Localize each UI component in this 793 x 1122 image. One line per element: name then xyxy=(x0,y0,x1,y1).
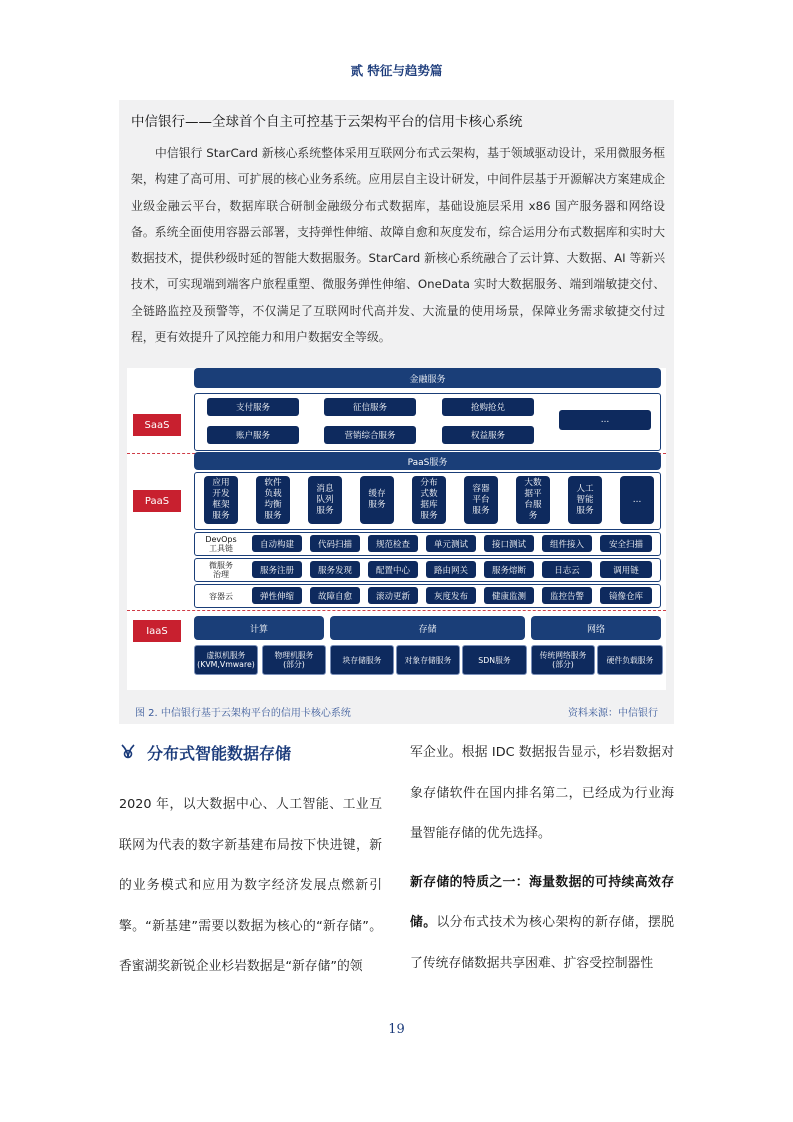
saas-service: 账户服务 xyxy=(207,426,299,444)
container-item: 监控告警 xyxy=(542,587,592,604)
case-study-body: 中信银行 StarCard 新核心系统整体采用互联网分布式云架构，基于领域驱动设计，采用微服务框架，构建了高可用、可扩展的核心业务系统。应用层自主设计研发，中间件层基于开源解决方案建成企业级金融云平台，数据库联合研制金融级分布式数据库，基础设施层采用 x86 国产服务器和网络设备。系统全面使用容器云部署，支持弹性伸缩、故障自愈和灰度发布，综合运用分布式数据库和实时大数据技术，提供秒级时延的智能大数据服务。StarCard 新核心系统融合了云计算、大数据、AI 等新兴技术，可实现端到端客户旅程重塑、微服务弹性伸缩、OneData 实时大数据服务、端到端敏捷交付、全链路监控及预警等，不仅满足了互联网时代高并发、大流量的使用场景，保障业务需求敏捷交付过程，更有效提升了风控能力和用户数据安全等级。 xyxy=(131,146,665,345)
leaf-icon xyxy=(119,742,137,764)
emphasis-heading: 新存储的特质之一：海量数据的可持续高效存储。 xyxy=(410,874,674,930)
right-paragraph-2-text: 以分布式技术为核心架构的新存储，摆脱了传统存储数据共享困难、扩容受控制器性 xyxy=(410,915,675,971)
container-item: 镜像仓库 xyxy=(600,587,652,604)
right-paragraph-2 xyxy=(410,863,674,985)
figure-caption: 图 2. 中信银行基于云架构平台的信用卡核心系统 xyxy=(135,708,351,719)
saas-service: 支付服务 xyxy=(207,398,299,416)
right-paragraph-1: 军企业。根据 IDC 数据报告显示，杉岩数据对象存储软件在国内排名第二，已经成为行业海量智能存储的优先选择。 xyxy=(410,745,674,841)
network-header: 网络 xyxy=(531,616,661,640)
devops-item: 接口测试 xyxy=(484,535,534,552)
paas-service-tile: 人工 智能 服务 xyxy=(568,476,602,524)
compute-header: 计算 xyxy=(194,616,324,640)
body-text-right xyxy=(410,733,674,984)
level-label-iaas: IaaS xyxy=(133,620,181,642)
architecture-diagram xyxy=(127,368,666,690)
saas-service: 权益服务 xyxy=(442,426,534,444)
iaas-service: 块存储服务 xyxy=(330,645,394,675)
saas-service: 抢购抢兑 xyxy=(442,398,534,416)
devops-item: 代码扫描 xyxy=(310,535,360,552)
paas-service-tile: 应用 开发 框架 服务 xyxy=(204,476,238,524)
saas-service: 征信服务 xyxy=(324,398,416,416)
section-title: 分布式智能数据存储 xyxy=(147,744,292,763)
more-indicator: … xyxy=(620,476,654,524)
body-text-left: 2020 年，以大数据中心、人工智能、工业互联网为代表的数字新基建布局按下快进键，新的业务模式和应用为数字经济发展点燃新引擎。“新基建”需要以数据为核心的“新存储”。香蜜湖奖新锐企业杉岩数据是“新存储”的领 xyxy=(119,797,382,974)
case-study-title: 中信银行——全球首个自主可控基于云架构平台的信用卡核心系统 xyxy=(131,114,523,130)
microservice-item: 路由网关 xyxy=(426,561,476,578)
row-label: 微服务 治理 xyxy=(209,561,233,579)
iaas-service: 传统网络服务 (部分) xyxy=(531,645,595,675)
devops-item: 组件接入 xyxy=(542,535,592,552)
devops-item: 规范检查 xyxy=(368,535,418,552)
saas-service: 营销综合服务 xyxy=(324,426,416,444)
devops-item: 安全扫描 xyxy=(600,535,652,552)
iaas-service: 硬件负载服务 xyxy=(597,645,663,675)
iaas-service: 对象存储服务 xyxy=(396,645,460,675)
row-label: 容器云 xyxy=(209,591,233,601)
case-study-box xyxy=(119,100,674,724)
level-label-saas: SaaS xyxy=(133,414,181,436)
microservice-item: 配置中心 xyxy=(368,561,418,578)
page-number: 19 xyxy=(388,1022,405,1037)
paas-service-tile: 软件 负载 均衡 服务 xyxy=(256,476,290,524)
microservice-item: 服务注册 xyxy=(252,561,302,578)
paas-service-tile: 消息 队列 服务 xyxy=(308,476,342,524)
container-item: 滚动更新 xyxy=(368,587,418,604)
level-label-paas: PaaS xyxy=(133,490,181,512)
financial-services-header: 金融服务 xyxy=(194,368,661,388)
container-item: 健康监测 xyxy=(484,587,534,604)
devops-item: 自动构建 xyxy=(252,535,302,552)
paas-service-tile: 缓存 服务 xyxy=(360,476,394,524)
paas-service-tile: 容器 平台 服务 xyxy=(464,476,498,524)
iaas-service: 虚拟机服务 (KVM,Vmware) xyxy=(194,645,258,675)
iaas-service: SDN服务 xyxy=(462,645,527,675)
microservice-item: 日志云 xyxy=(542,561,592,578)
devops-item: 单元测试 xyxy=(426,535,476,552)
container-item: 灰度发布 xyxy=(426,587,476,604)
microservice-item: 服务熔断 xyxy=(484,561,534,578)
paas-service-tile: 大数 据平 台服 务 xyxy=(516,476,550,524)
iaas-service: 物理机服务 (部分) xyxy=(262,645,326,675)
container-item: 弹性伸缩 xyxy=(252,587,302,604)
divider-line xyxy=(127,610,666,611)
storage-header: 存储 xyxy=(330,616,525,640)
figure-source: 资料来源：中信银行 xyxy=(568,708,658,719)
container-item: 故障自愈 xyxy=(310,587,360,604)
row-label: DevOps 工具链 xyxy=(205,535,237,553)
paas-service-tile: 分布 式数 据库 服务 xyxy=(412,476,446,524)
microservice-item: 服务发现 xyxy=(310,561,360,578)
microservice-item: 调用链 xyxy=(600,561,652,578)
running-header: 贰 特征与趋势篇 xyxy=(350,63,443,78)
paas-services-header: PaaS服务 xyxy=(194,452,661,470)
section-heading xyxy=(119,741,291,764)
more-indicator: … xyxy=(559,410,651,430)
